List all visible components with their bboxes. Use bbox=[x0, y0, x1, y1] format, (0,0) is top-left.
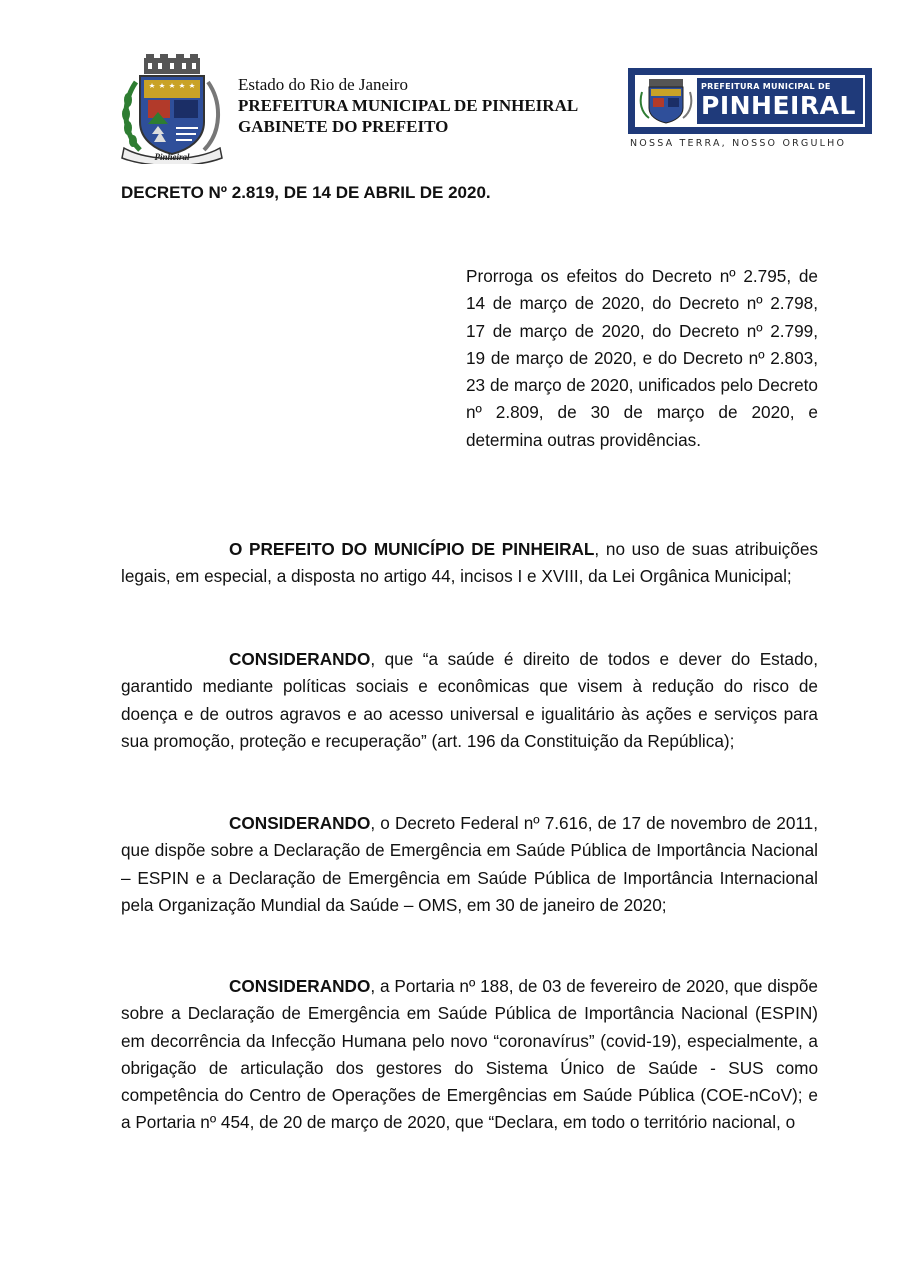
logo-crest-icon bbox=[639, 78, 693, 124]
paragraph-text: , no uso de suas atribuições legais, em especial, a disposta no artigo 44, incisos I e XVIII, da Lei Orgânica Municipal; bbox=[121, 539, 818, 587]
letterhead-text bbox=[238, 74, 578, 137]
paragraph-lead: O PREFEITO DO MUNICÍPIO DE PINHEIRAL bbox=[229, 539, 595, 559]
paragraph-lead: CONSIDERANDO bbox=[229, 976, 371, 996]
decree-summary: Prorroga os efeitos do Decreto nº 2.795, de 14 de março de 2020, do Decreto nº 2.798, 17 de março de 2020, do Decreto nº 2.799, 19 de março de 2020, e do Decreto nº 2.803, 23 de março de 2020, unificados pelo Decreto nº 2.809, de 30 de março de 2020, e determina outras providências. bbox=[466, 266, 818, 450]
city-hall-line: PREFEITURA MUNICIPAL DE PINHEIRAL bbox=[238, 96, 579, 115]
preamble-paragraph bbox=[121, 536, 818, 591]
considering-paragraph bbox=[121, 646, 818, 755]
decree-title: DECRETO Nº 2.819, DE 14 DE ABRIL DE 2020. bbox=[121, 183, 491, 202]
city-logo bbox=[628, 68, 876, 152]
state-line: Estado do Rio de Janeiro bbox=[238, 75, 408, 94]
paragraph-text: , que “a saúde é direito de todos e dever do Estado, garantido mediante políticas sociais e econômicas que visem à redução do risco de doença e de outros agravos e ao acesso universal e igualitário às ações e serviços para sua promoção, proteção e recuperação” (art. 196 da Constituição da República); bbox=[121, 649, 818, 751]
logo-small-text: PREFEITURA MUNICIPAL DE bbox=[701, 82, 831, 91]
considering-paragraph bbox=[121, 973, 818, 1137]
logo-frame bbox=[628, 68, 872, 134]
letterhead bbox=[0, 0, 905, 170]
office-line: GABINETE DO PREFEITO bbox=[238, 117, 449, 136]
paragraph-lead: CONSIDERANDO bbox=[229, 649, 371, 669]
crest-banner-text: Pinheiral bbox=[154, 152, 190, 162]
logo-inner bbox=[635, 75, 865, 127]
logo-slogan: NOSSA TERRA, NOSSO ORGULHO bbox=[630, 138, 847, 149]
paragraph-text: , o Decreto Federal nº 7.616, de 17 de novembro de 2011, que dispõe sobre a Declaração de Emergência em Saúde Pública de Importância Nacional – ESPIN e a Declaração de Emergência em Saúde Pública de Importância Internacional pela Organização Mundial da Saúde – OMS, em 30 de janeiro de 2020; bbox=[121, 813, 818, 915]
paragraph-text: , a Portaria nº 188, de 03 de fevereiro de 2020, que dispõe sobre a Declaração de Emergência em Saúde Pública de Importância Nacional (ESPIN) em decorrência da Infecção Humana pelo novo “coronavírus” (covid-19), especialmente, a obrigação de articulação dos gestores do Sistema Único de Saúde - SUS como competência do Centro de Operações de Emergências em Saúde Pública (COE-nCoV); e a Portaria nº 454, de 20 de março de 2020, que “Declara, em todo o território nacional, o bbox=[121, 976, 818, 1133]
considering-paragraph bbox=[121, 810, 818, 919]
municipal-crest-icon bbox=[118, 52, 226, 164]
paragraph-lead: CONSIDERANDO bbox=[229, 813, 371, 833]
logo-big-text: PINHEIRAL bbox=[701, 91, 856, 120]
